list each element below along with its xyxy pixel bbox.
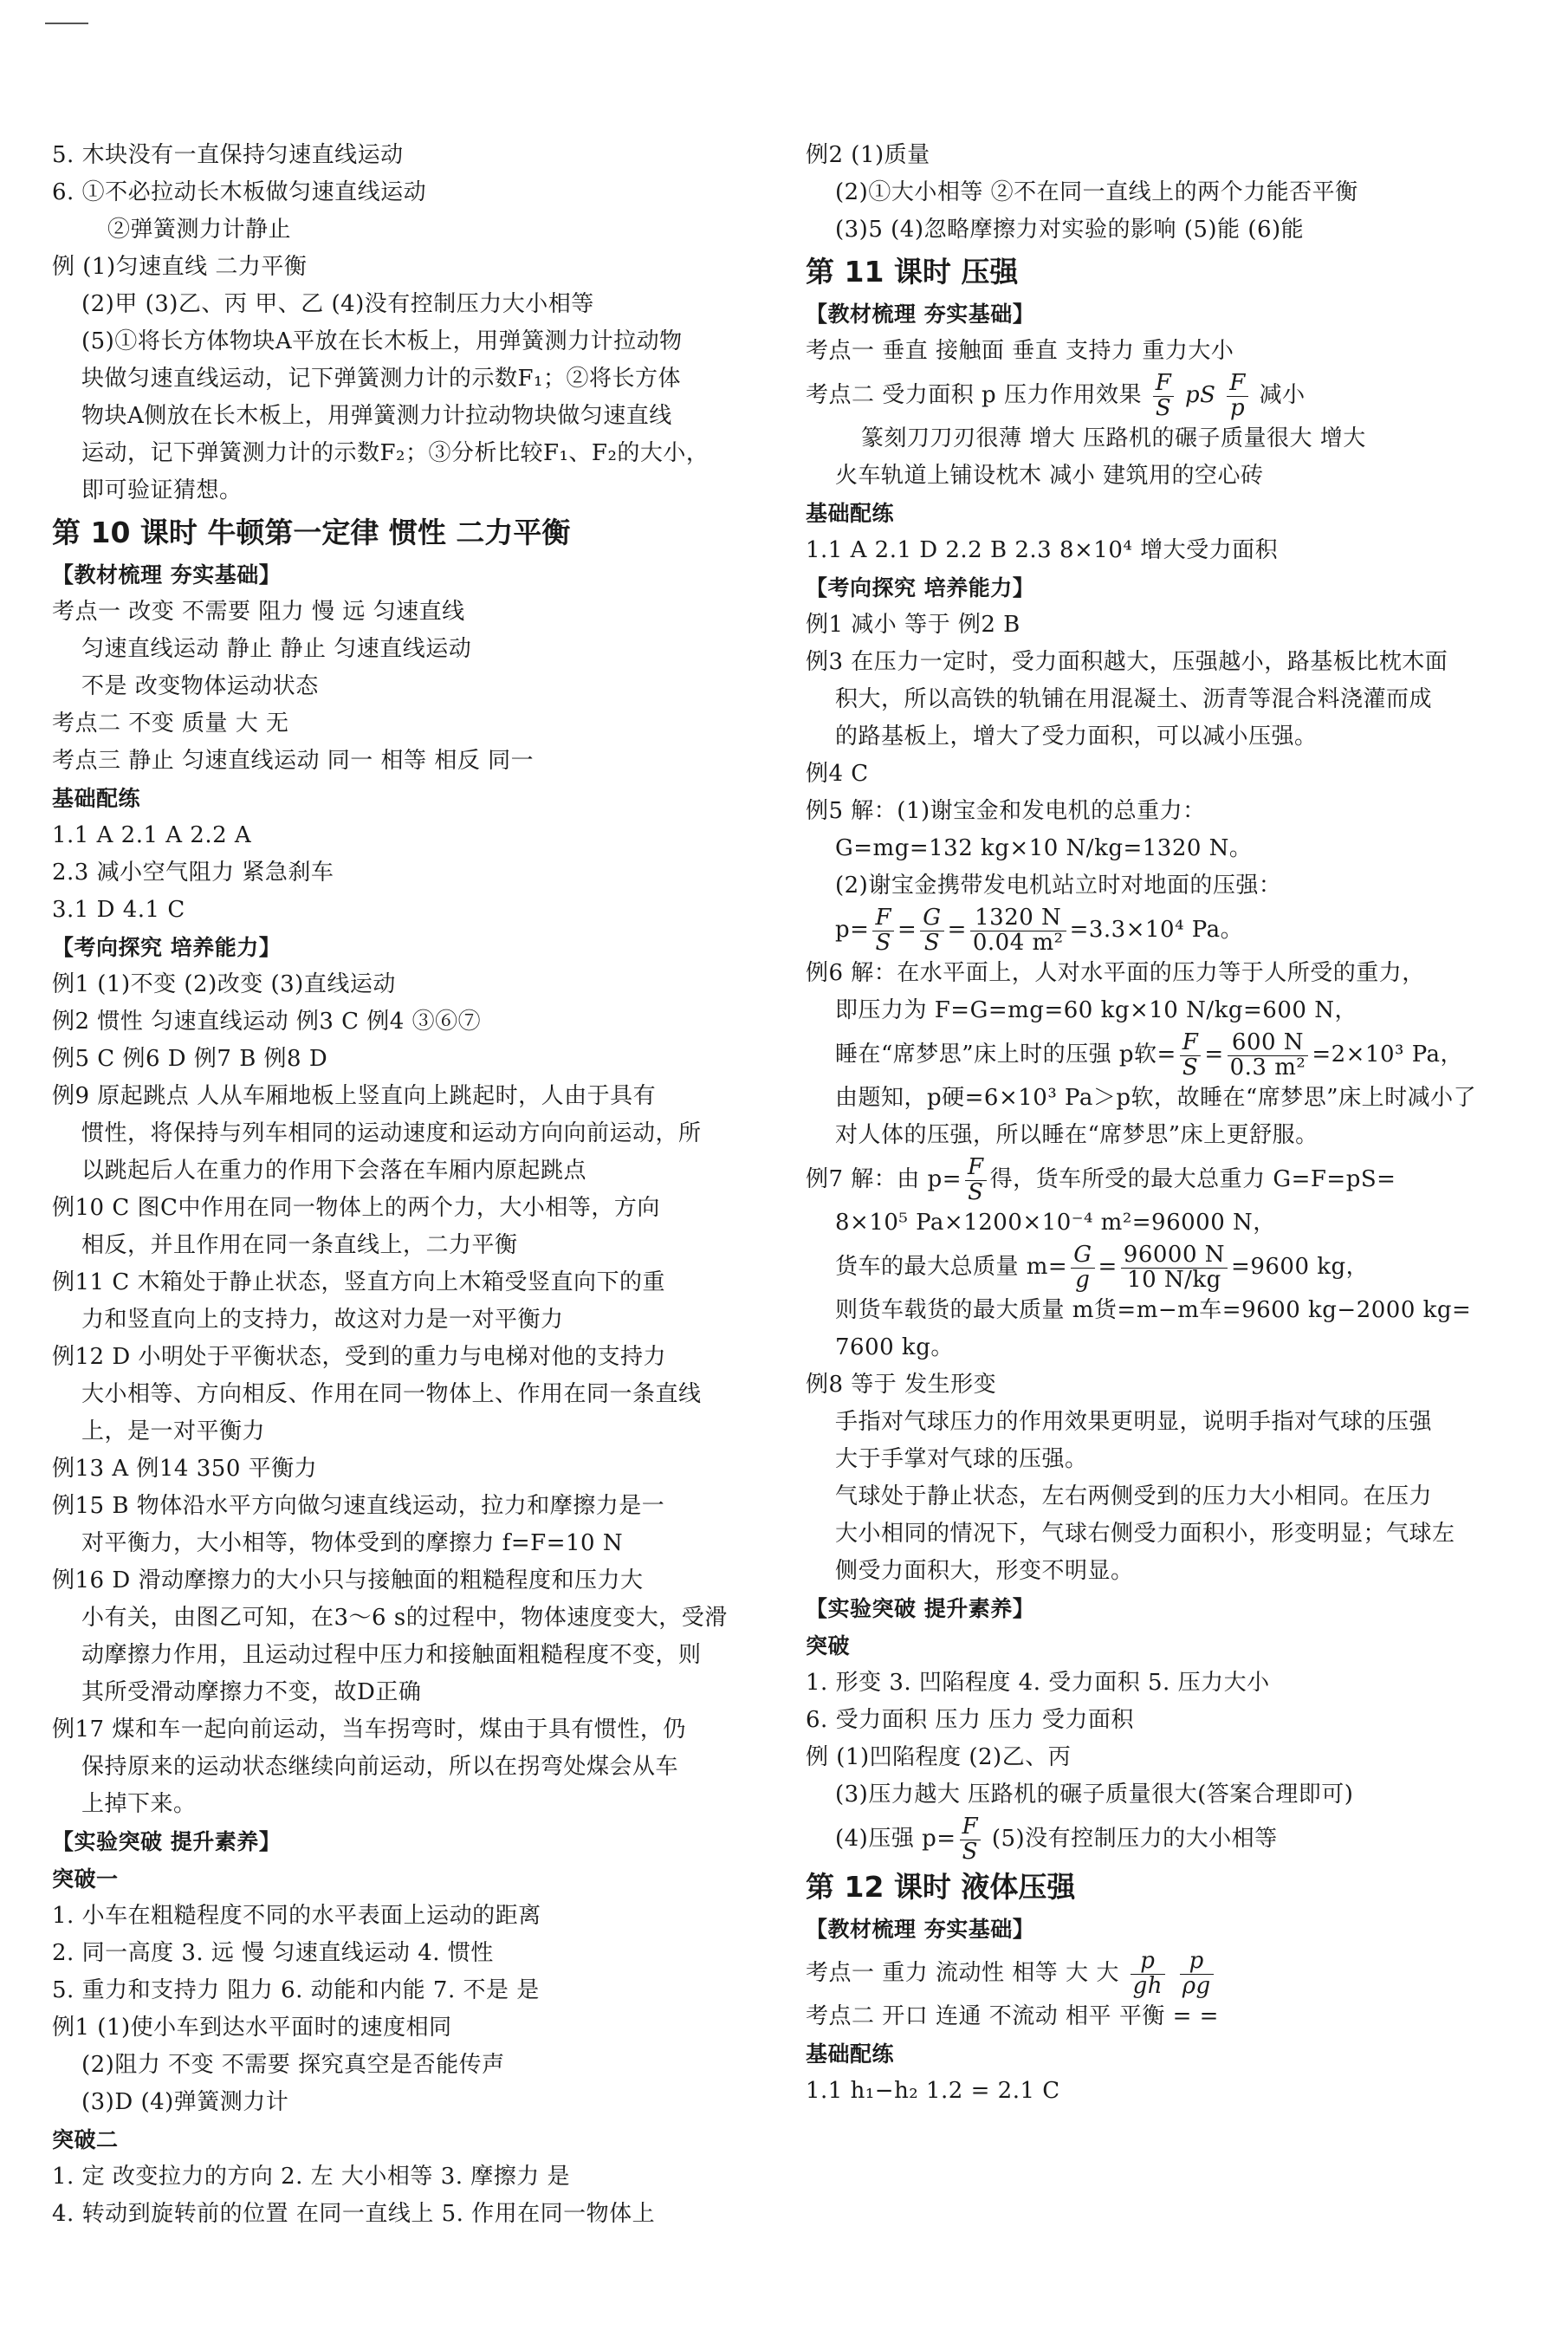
answer-line: 力和竖直向上的支持力，故这对力是一对平衡力 [81, 1307, 564, 1333]
answer-line: 例9 原起跳点 人从车厢地板上竖直向上跳起时，人由于具有 [52, 1083, 657, 1109]
answer-line: (2)①大小相等 ②不在同一直线上的两个力能否平衡 [835, 179, 1358, 205]
text-span: = [897, 917, 917, 943]
answer-line: 上，是一对平衡力 [81, 1418, 266, 1444]
section-label: 突破 [806, 1633, 851, 1658]
answer-line: 8×10⁵ Pa×1200×10⁻⁴ m²=96000 N， [835, 1210, 1276, 1236]
answer-line: 考点二 不变 质量 大 无 [52, 711, 289, 737]
text-span: pS [1185, 382, 1216, 408]
denominator: gh [1132, 1972, 1163, 1999]
fraction [872, 906, 894, 955]
numerator: F [1227, 372, 1248, 396]
answer-line: 手指对气球压力的作用效果更明显，说明手指对气球的压强 [835, 1409, 1433, 1435]
answer-line: (2)谢宝金携带发电机站立时对地面的压强： [835, 873, 1282, 899]
answer-line: 火车轨道上铺设枕木 减小 建筑用的空心砖 [835, 463, 1264, 489]
answer-line: 例1 (1)不变 (2)改变 (3)直线运动 [52, 971, 396, 997]
section-label: 【教材梳理 夯实基础】 [52, 562, 282, 587]
answer-line: 5. 重力和支持力 阻力 6. 动能和内能 7. 不是 是 [52, 1977, 540, 2003]
denominator: 0.04 m² [972, 929, 1064, 956]
fraction [920, 906, 943, 955]
answer-line: 1.1 h₁−h₂ 1.2 = 2.1 C [806, 2078, 1060, 2104]
answer-line: 侧受力面积大，形变不明显。 [835, 1558, 1134, 1584]
section-label: 【实验突破 提升素养】 [52, 1829, 282, 1854]
answer-line: 1. 小车在粗糙程度不同的水平表面上运动的距离 [52, 1903, 541, 1929]
text-span: =9600 kg， [1231, 1254, 1370, 1280]
right-column [806, 137, 1499, 2110]
answer-line: 7600 kg。 [835, 1334, 954, 1360]
lesson-heading: 第 12 课时 液体压强 [806, 1870, 1076, 1904]
denominator: 10 N/kg [1127, 1266, 1221, 1293]
fraction [1227, 372, 1248, 420]
text-span: 例7 解：由 p= [806, 1166, 962, 1192]
answer-line [806, 1948, 1499, 1998]
numerator: 96000 N [1121, 1243, 1228, 1268]
answer-line: 5. 木块没有一直保持匀速直线运动 [52, 142, 404, 168]
answer-line: 1. 定 改变拉力的方向 2. 左 大小相等 3. 摩擦力 是 [52, 2164, 571, 2190]
lesson-heading: 第 10 课时 牛顿第一定律 惯性 二力平衡 [52, 516, 571, 549]
fraction [1180, 1031, 1202, 1080]
answer-line: (3)5 (4)忽略摩擦力对实验的影响 (5)能 (6)能 [835, 217, 1305, 243]
text-span: = [1098, 1254, 1118, 1280]
section-label: 【考向探究 培养能力】 [806, 575, 1035, 600]
answer-line: 其所受滑动摩擦力不变，故D正确 [81, 1679, 422, 1705]
answer-line: 例16 D 滑动摩擦力的大小只与接触面的粗糙程度和压力大 [52, 1567, 644, 1593]
answer-line [806, 1242, 1499, 1292]
answer-line: 相反，并且作用在同一条直线上，二力平衡 [81, 1232, 518, 1258]
answer-line: (5)①将长方体物块A平放在长木板上，用弹簧测力计拉动物 [81, 328, 683, 354]
answer-line: 例17 煤和车一起向前运动，当车拐弯时，煤由于具有惯性，仍 [52, 1717, 686, 1743]
numerator: F [1180, 1031, 1202, 1055]
answer-line: 大小相同的情况下，气球右侧受力面积小，形变明显；气球左 [835, 1521, 1455, 1547]
numerator: F [872, 906, 894, 931]
answer-line: 例15 B 物体沿水平方向做匀速直线运动，拉力和摩擦力是一 [52, 1493, 665, 1519]
fraction [960, 1815, 982, 1864]
answer-line: 6. 受力面积 压力 压力 受力面积 [806, 1707, 1134, 1733]
numerator: G [1071, 1243, 1094, 1268]
answer-line: (2)甲 (3)乙、丙 甲、乙 (4)没有控制压力大小相等 [81, 291, 594, 317]
answer-line: 例5 解：(1)谢宝金和发电机的总重力： [806, 798, 1206, 824]
answer-line: 考点三 静止 匀速直线运动 同一 相等 相反 同一 [52, 748, 535, 774]
answer-line [806, 905, 1499, 955]
answer-line: 4. 转动到旋转前的位置 在同一直线上 5. 作用在同一物体上 [52, 2201, 656, 2227]
answer-line: 例2 (1)质量 [806, 142, 930, 168]
text-span: 减小 [1259, 382, 1306, 408]
denominator: S [875, 929, 891, 956]
fraction [1180, 1950, 1214, 1998]
fraction [970, 906, 1066, 955]
answer-line: 1.1 A 2.1 D 2.2 B 2.3 8×10⁴ 增大受力面积 [806, 537, 1279, 563]
text-span: (5)没有控制压力的大小相等 [991, 1826, 1278, 1852]
answer-line: 例11 C 木箱处于静止状态，竖直方向上木箱受竖直向下的重 [52, 1269, 666, 1295]
text-span: 考点二 受力面积 p 压力作用效果 [806, 382, 1142, 408]
denominator: S [1182, 1054, 1199, 1081]
answer-line: 则货车载货的最大质量 m货=m−m车=9600 kg−2000 kg= [835, 1297, 1472, 1323]
answer-line: 即可验证猜想。 [81, 477, 243, 503]
answer-line: 物块A侧放在长木板上，用弹簧测力计拉动物块做匀速直线 [81, 403, 672, 429]
answer-line: 动摩擦力作用，且运动过程中压力和接触面粗糙程度不变，则 [81, 1642, 702, 1668]
answer-line: 例3 在压力一定时，受力面积越大，压强越小，路基板比枕木面 [806, 649, 1448, 675]
numerator: F [1153, 372, 1175, 396]
answer-line: 例2 惯性 匀速直线运动 例3 C 例4 ③⑥⑦ [52, 1009, 482, 1035]
section-label: 突破一 [52, 1866, 119, 1892]
answer-line: 不是 改变物体运动状态 [81, 673, 319, 699]
answer-line: 考点一 垂直 接触面 垂直 支持力 重力大小 [806, 338, 1234, 364]
text-span: =3.3×10⁴ Pa。 [1069, 917, 1244, 943]
section-label: 突破二 [52, 2127, 119, 2152]
text-span: 睡在“席梦思”床上时的压强 p软= [835, 1042, 1176, 1068]
answer-line: 例1 减小 等于 例2 B [806, 612, 1020, 638]
numerator: p [1131, 1950, 1165, 1974]
answer-line: 例4 C [806, 761, 869, 787]
answer-line: 例8 等于 发生形变 [806, 1372, 997, 1398]
answer-line: 例13 A 例14 350 平衡力 [52, 1456, 318, 1482]
answer-line: 考点一 改变 不需要 阻力 慢 远 匀速直线 [52, 599, 465, 625]
answer-line: 气球处于静止状态，左右两侧受到的压力大小相同。在压力 [835, 1483, 1433, 1509]
section-label: 【考向探究 培养能力】 [52, 935, 282, 960]
section-label: 【实验突破 提升素养】 [806, 1596, 1035, 1621]
answer-line: 例10 C 图C中作用在同一物体上的两个力，大小相等，方向 [52, 1195, 660, 1221]
answer-line: 小有关，由图乙可知，在3～6 s的过程中，物体速度变大，受滑 [81, 1605, 728, 1631]
text-span: = [1204, 1042, 1224, 1068]
answer-line: 保持原来的运动状态继续向前运动，所以在拐弯处煤会从车 [81, 1754, 679, 1780]
answer-line: 由题知，p硬=6×10³ Pa＞p软，故睡在“席梦思”床上时减小了 [835, 1085, 1477, 1111]
answer-line: 以跳起后人在重力的作用下会落在车厢内原起跳点 [81, 1158, 587, 1184]
answer-line: 考点二 开口 连通 不流动 相平 平衡 = = [806, 2003, 1219, 2029]
answer-line [806, 370, 1499, 420]
numerator: F [960, 1815, 982, 1840]
answer-line: 上掉下来。 [81, 1791, 197, 1817]
denominator: S [1155, 394, 1172, 421]
section-label: 【教材梳理 夯实基础】 [806, 1917, 1035, 1942]
fraction [1131, 1950, 1165, 1998]
answer-line: ②弹簧测力计静止 [107, 217, 292, 243]
answer-line: 即压力为 F=G=mg=60 kg×10 N/kg=600 N， [835, 997, 1357, 1023]
answer-line: 例 (1)凹陷程度 (2)乙、丙 [806, 1744, 1072, 1770]
answer-line: 惯性，将保持与列车相同的运动速度和运动方向向前运动，所 [81, 1120, 702, 1146]
left-column [52, 137, 745, 2233]
section-label: 基础配练 [806, 501, 895, 526]
answer-line: 1.1 A 2.1 A 2.2 A [52, 822, 252, 848]
denominator: S [923, 929, 941, 956]
answer-line: 1. 形变 3. 凹陷程度 4. 受力面积 5. 压力大小 [806, 1670, 1270, 1696]
text-span: 得，货车所受的最大总重力 G=F=pS= [989, 1166, 1396, 1192]
denominator: p [1229, 394, 1246, 421]
fraction [965, 1156, 987, 1204]
denominator: ρg [1182, 1972, 1211, 1999]
answer-line: 例1 (1)使小车到达水平面时的速度相同 [52, 2015, 452, 2041]
fraction [1153, 372, 1175, 420]
answer-line [806, 1029, 1499, 1080]
section-label: 基础配练 [806, 2041, 895, 2067]
answer-line: 例12 D 小明处于平衡状态，受到的重力与电梯对他的支持力 [52, 1344, 666, 1370]
text-span: (4)压强 p= [835, 1826, 956, 1852]
answer-line: 篆刻刀刀刃很薄 增大 压路机的碾子质量很大 增大 [861, 425, 1366, 451]
numerator: F [965, 1156, 987, 1180]
numerator: G [920, 906, 943, 931]
denominator: S [962, 1838, 978, 1865]
fraction [1071, 1243, 1094, 1292]
answer-line: 例6 解：在水平面上，人对水平面的压力等于人所受的重力， [806, 960, 1425, 986]
text-span: = [947, 917, 967, 943]
denominator: 0.3 m² [1229, 1054, 1306, 1081]
numerator: 1320 N [970, 906, 1066, 931]
text-span: 考点一 重力 流动性 相等 大 大 [806, 1960, 1119, 1986]
section-label: 【教材梳理 夯实基础】 [806, 302, 1035, 327]
fraction [1121, 1243, 1228, 1292]
answer-line: 匀速直线运动 静止 静止 匀速直线运动 [81, 636, 472, 662]
answer-line: 例5 C 例6 D 例7 B 例8 D [52, 1046, 328, 1072]
answer-line [806, 1814, 1499, 1864]
answer-line: 大小相等、方向相反、作用在同一物体上、作用在同一条直线 [81, 1381, 702, 1407]
answer-line: 积大，所以高铁的轨铺在用混凝土、沥青等混合料浇灌而成 [835, 686, 1433, 712]
fraction [1228, 1031, 1309, 1080]
answer-line: 例 (1)匀速直线 二力平衡 [52, 254, 308, 280]
denominator: S [968, 1178, 984, 1205]
corner-mark [45, 23, 88, 24]
lesson-heading: 第 11 课时 压强 [806, 255, 1019, 289]
answer-line: G=mg=132 kg×10 N/kg=1320 N。 [835, 835, 1253, 861]
section-label: 基础配练 [52, 786, 141, 811]
text-span: 货车的最大总质量 m= [835, 1254, 1068, 1280]
text-span: p= [835, 917, 870, 943]
answer-line: 3.1 D 4.1 C [52, 897, 185, 923]
answer-line: 大于手掌对气球的压强。 [835, 1446, 1088, 1472]
answer-line: 2.3 减小空气阻力 紧急刹车 [52, 860, 334, 886]
answer-line: (3)压力越大 压路机的碾子质量很大(答案合理即可) [835, 1782, 1354, 1808]
answer-line: 运动，记下弹簧测力计的示数F₂；③分析比较F₁、F₂的大小， [81, 440, 709, 466]
text-span: =2×10³ Pa， [1312, 1042, 1464, 1068]
denominator: g [1075, 1266, 1091, 1293]
answer-line: (3)D (4)弹簧测力计 [81, 2089, 289, 2115]
answer-line: 6. ①不必拉动长木板做匀速直线运动 [52, 179, 427, 205]
answer-line: 对平衡力，大小相等，物体受到的摩擦力 f=F=10 N [81, 1530, 624, 1556]
answer-line: 2. 同一高度 3. 远 慢 匀速直线运动 4. 惯性 [52, 1940, 494, 1966]
answer-line: 对人体的压强，所以睡在“席梦思”床上更舒服。 [835, 1122, 1319, 1148]
answer-line [806, 1154, 1499, 1204]
answer-line: 块做匀速直线运动，记下弹簧测力计的示数F₁；②将长方体 [81, 366, 681, 392]
answer-line: 的路基板上，增大了受力面积，可以减小压强。 [835, 724, 1318, 750]
numerator: 600 N [1228, 1031, 1309, 1055]
numerator: p [1180, 1950, 1214, 1974]
answer-line: (2)阻力 不变 不需要 探究真空是否能传声 [81, 2052, 505, 2078]
